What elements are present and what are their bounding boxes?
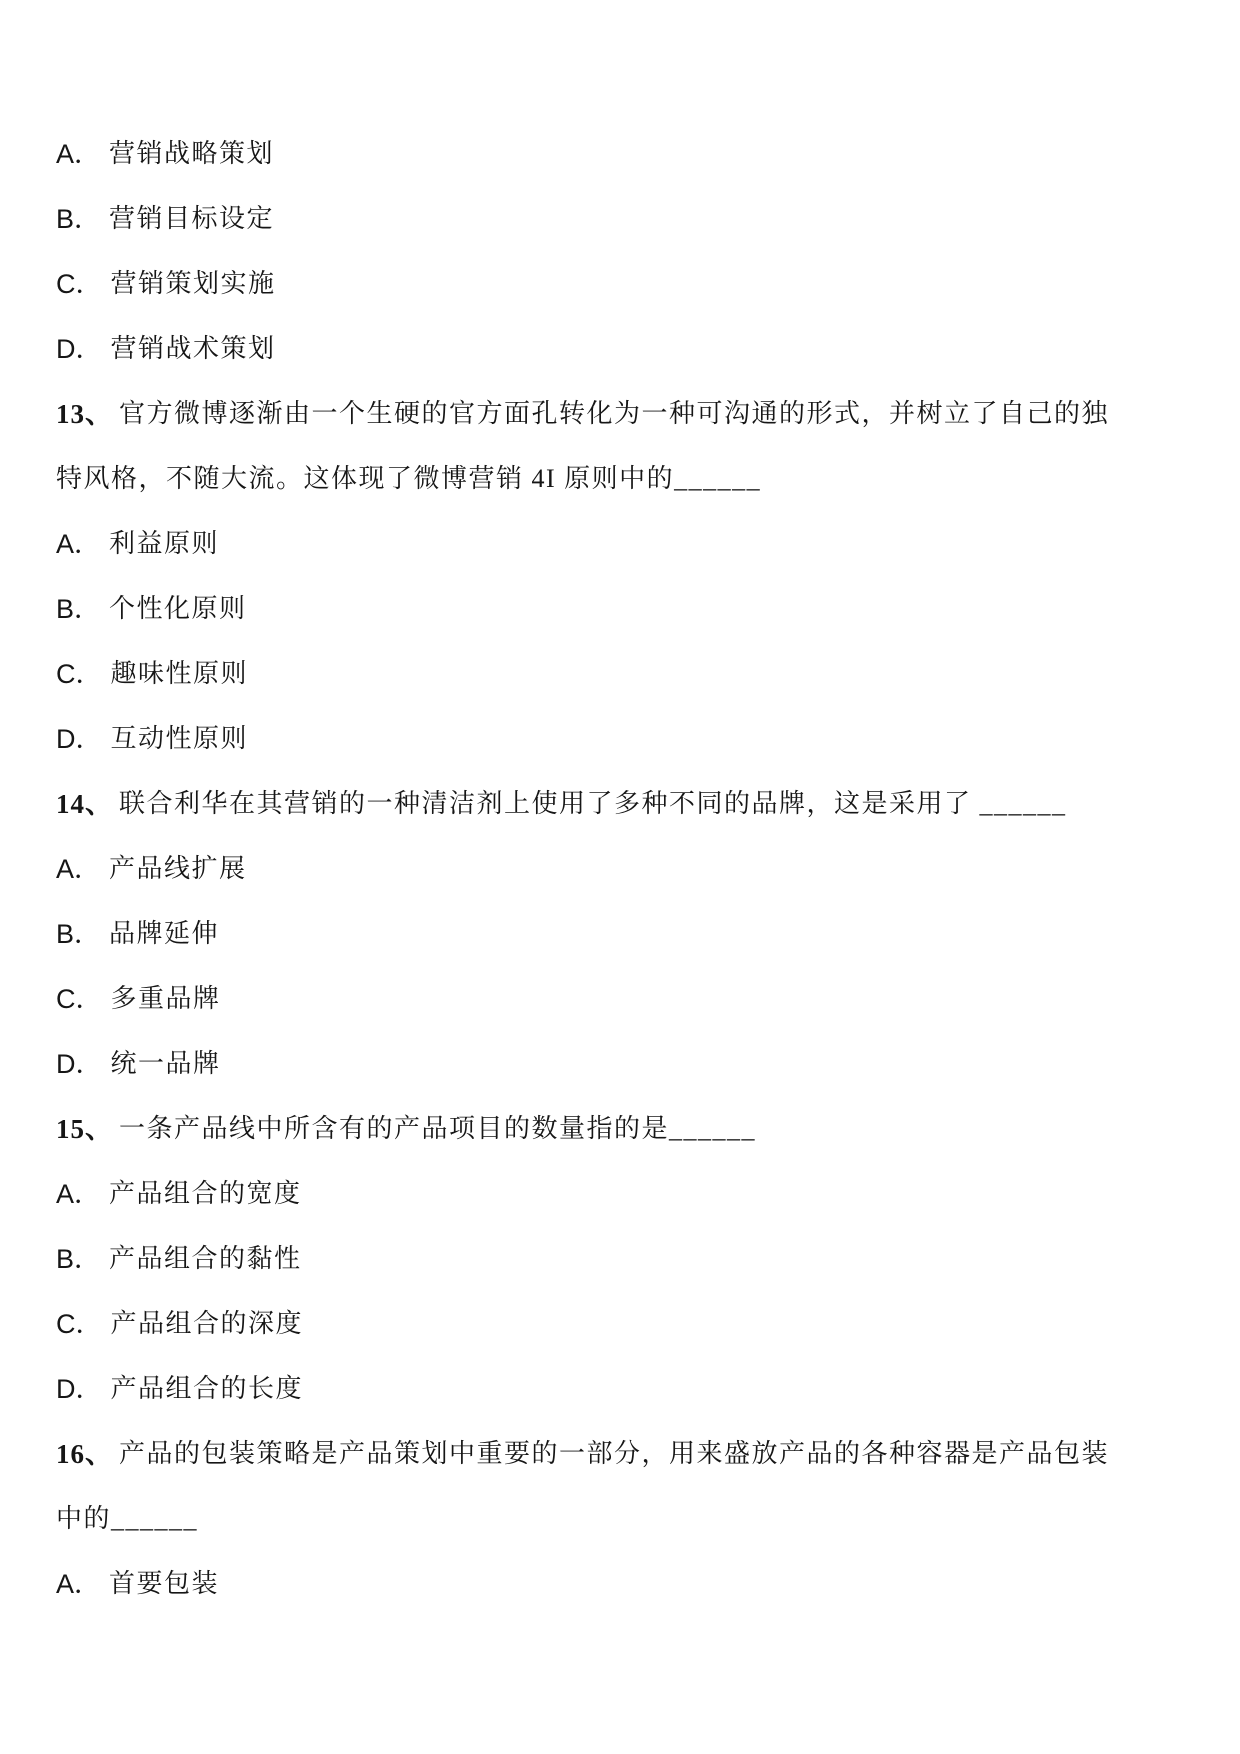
option-text: 品牌延伸 xyxy=(109,919,220,948)
option-letter: B． xyxy=(56,594,102,624)
option-text: 产品组合的宽度 xyxy=(109,1179,302,1208)
question-16-number: 16、 xyxy=(56,1439,113,1469)
option-text: 多重品牌 xyxy=(110,984,221,1013)
option-text: 产品组合的长度 xyxy=(110,1374,304,1403)
option-text: 营销目标设定 xyxy=(109,204,275,233)
question-16-text-continued: 中的______ xyxy=(56,1504,199,1533)
option-letter: B． xyxy=(56,919,102,949)
option-letter: A． xyxy=(56,1179,102,1209)
option-row-12-d xyxy=(56,314,1185,379)
option-text: 互动性原则 xyxy=(110,724,249,753)
option-row-12-a xyxy=(56,119,1185,184)
option-row-12-c xyxy=(56,249,1185,314)
option-text: 营销战术策划 xyxy=(110,334,276,363)
option-row-15-a xyxy=(56,1159,1185,1224)
option-text: 产品线扩展 xyxy=(109,854,247,883)
option-letter: D． xyxy=(56,334,103,364)
option-text: 首要包装 xyxy=(109,1569,220,1598)
option-text: 趣味性原则 xyxy=(110,659,249,688)
option-row-14-b xyxy=(56,899,1185,964)
option-letter: B． xyxy=(56,204,102,234)
option-letter: C． xyxy=(56,984,103,1014)
option-letter: C． xyxy=(56,659,103,689)
question-16-text: 产品的包装策略是产品策划中重要的一部分，用来盛放产品的各种容器是产品包装 xyxy=(119,1439,1110,1468)
option-letter: A． xyxy=(56,1569,102,1599)
option-letter: A． xyxy=(56,139,102,169)
option-row-15-b xyxy=(56,1224,1185,1289)
question-14-line-1 xyxy=(56,769,1185,834)
question-14-number: 14、 xyxy=(56,789,113,819)
option-row-14-c xyxy=(56,964,1185,1029)
option-letter: D． xyxy=(56,724,103,754)
question-16-line-1 xyxy=(56,1419,1185,1484)
option-text: 产品组合的深度 xyxy=(110,1309,304,1338)
question-13-text-continued: 特风格，不随大流。这体现了微博营销 4I 原则中的______ xyxy=(56,464,762,493)
option-letter: A． xyxy=(56,854,102,884)
question-14-text: 联合利华在其营销的一种清洁剂上使用了多种不同的品牌，这是采用了 ______ xyxy=(119,789,1067,818)
question-13-number: 13、 xyxy=(56,399,113,429)
option-text: 统一品牌 xyxy=(110,1049,221,1078)
question-15-line-1 xyxy=(56,1094,1185,1159)
option-row-12-b xyxy=(56,184,1185,249)
option-row-15-c xyxy=(56,1289,1185,1354)
question-13-text: 官方微博逐渐由一个生硬的官方面孔转化为一种可沟通的形式，并树立了自己的独 xyxy=(119,399,1110,428)
option-letter: C． xyxy=(56,269,103,299)
option-letter: D． xyxy=(56,1049,103,1079)
option-row-16-a xyxy=(56,1549,1185,1614)
option-row-14-a xyxy=(56,834,1185,899)
option-row-13-b xyxy=(56,574,1185,639)
option-row-14-d xyxy=(56,1029,1185,1094)
option-text: 营销战略策划 xyxy=(109,139,275,168)
option-letter: A． xyxy=(56,529,102,559)
option-letter: D． xyxy=(56,1374,103,1404)
option-text: 利益原则 xyxy=(109,529,220,558)
question-16-line-2 xyxy=(56,1484,1185,1549)
option-row-13-c xyxy=(56,639,1185,704)
option-row-13-a xyxy=(56,509,1185,574)
option-row-15-d xyxy=(56,1354,1185,1419)
question-15-text: 一条产品线中所含有的产品项目的数量指的是______ xyxy=(119,1114,757,1143)
question-13-line-1 xyxy=(56,379,1185,444)
option-text: 营销策划实施 xyxy=(110,269,276,298)
option-text: 个性化原则 xyxy=(109,594,247,623)
option-letter: C． xyxy=(56,1309,103,1339)
question-15-number: 15、 xyxy=(56,1114,113,1144)
question-13-line-2 xyxy=(56,444,1185,509)
option-letter: B． xyxy=(56,1244,102,1274)
option-text: 产品组合的黏性 xyxy=(109,1244,302,1273)
option-row-13-d xyxy=(56,704,1185,769)
